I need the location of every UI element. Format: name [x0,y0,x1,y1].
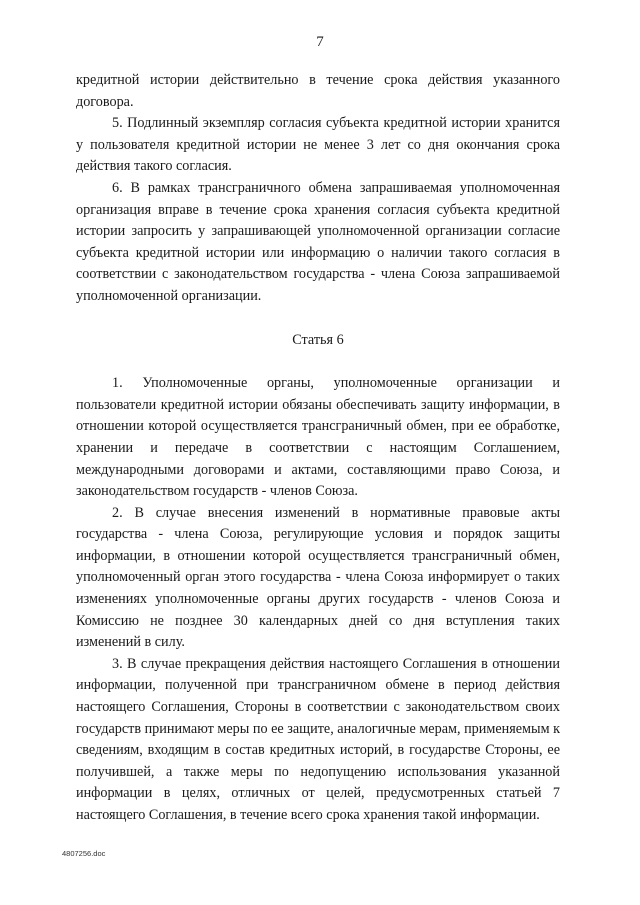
article-item-1: 1. Уполномоченные органы, уполномоченные организации и пользователи кредитной истории обязаны обеспечивать защиту информации, в отношении которой осуществляется трансграничный обмен, при ее обработке, хранении и передаче в соответствии с настоящим Соглашением, международными договорами и актами, составляющими право Союза, и законодательством государств - членов Союза. [76,375,560,500]
paragraph-continuation: кредитной истории действительно в течение срока действия указанного договора. [76,72,560,110]
paragraph-6: 6. В рамках трансграничного обмена запрашиваемая уполномоченная организация вправе в течение срока хранения согласия субъекта кредитной истории запросить у запрашивающей уполномоченной организации согласие субъекта кредитной истории или информацию о наличии такого согласия в соответствии с законодательством государства - члена Союза запрашиваемой уполномоченной организации. [76,179,560,304]
article-item-3: 3. В случае прекращения действия настоящего Соглашения в отношении информации, полученной при трансграничном обмене в период действия настоящего Соглашения, Стороны в соответствии с законодательством своих государств принимают меры по ее защите, аналогичные мерам, применяемым к сведениям, входящим в состав кредитных историй, в государстве Стороны, ее получившей, а также меры по недопущению использования указанной информации в целях, отличных от целей, предусмотренных статьей 7 настоящего Соглашения, в течение всего срока хранения такой информации. [76,655,560,823]
page-number: 7 [316,34,324,50]
document-footer-code: 4807256.doc [62,849,106,858]
article-heading: Статья 6 [292,331,344,348]
paragraph-5: 5. Подлинный экземпляр согласия субъекта кредитной истории хранится у пользователя кредитной истории не менее 3 лет со дня окончания срока действия такого согласия. [76,115,560,175]
article-item-2: 2. В случае внесения изменений в нормативные правовые акты государства - члена Союза, регулирующие условия и порядок защиты информации, в отношении которой осуществляется трансграничный обмен, уполномоченный орган этого государства - члена Союза информирует о таких изменениях уполномоченные органы других государств - членов Союза и Комиссию не позднее 30 календарных дней со дня вступления таких изменений в силу. [76,504,560,651]
document-body [76,70,560,827]
